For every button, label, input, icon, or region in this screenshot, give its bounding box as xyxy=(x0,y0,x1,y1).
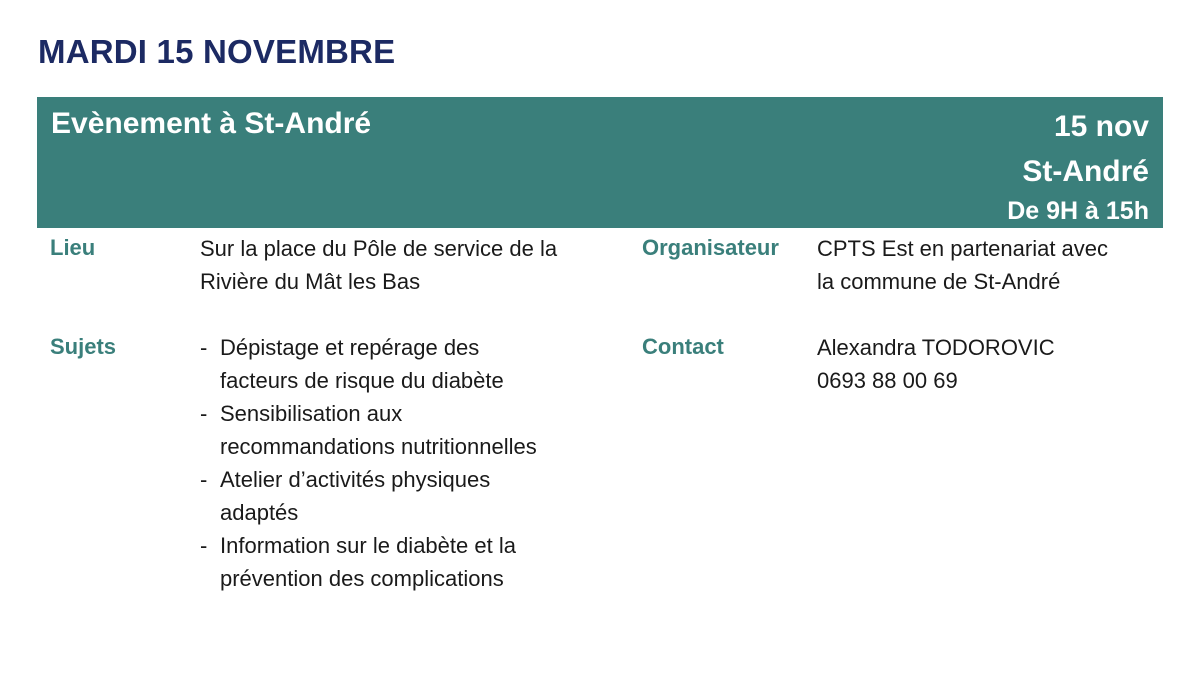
organisateur-line: CPTS Est en partenariat avec xyxy=(817,236,1109,261)
sujet-line: facteurs de risque du diabète xyxy=(220,368,504,393)
sujet-line: recommandations nutritionnelles xyxy=(220,434,537,459)
sujet-line: prévention des complications xyxy=(220,566,504,591)
contact-value xyxy=(817,331,1055,397)
page-title: MARDI 15 NOVEMBRE xyxy=(38,33,396,70)
lieu-line: Rivière du Mât les Bas xyxy=(200,269,421,294)
sujet-line: Information sur le diabète et la xyxy=(220,533,516,558)
bullet-dash: - xyxy=(200,335,208,360)
sujets-list xyxy=(200,331,537,595)
organisateur-line: la commune de St-André xyxy=(817,269,1061,294)
event-place: St-André xyxy=(1022,155,1149,188)
contact-label: Contact xyxy=(642,334,724,359)
sujet-item xyxy=(200,331,537,397)
sujet-line: Dépistage et repérage des xyxy=(220,335,480,360)
event-summary xyxy=(1007,107,1149,227)
organisateur-label: Organisateur xyxy=(642,235,779,260)
sujet-line: Sensibilisation aux xyxy=(220,401,403,426)
bullet-dash: - xyxy=(200,467,208,492)
sujet-item xyxy=(200,397,537,463)
event-date: 15 nov xyxy=(1053,110,1149,143)
sujets-label: Sujets xyxy=(50,334,117,359)
lieu-label: Lieu xyxy=(50,235,96,260)
contact-phone: 0693 88 00 69 xyxy=(817,368,958,393)
event-banner xyxy=(37,97,1163,228)
contact-name: Alexandra TODOROVIC xyxy=(817,335,1055,360)
bullet-dash: - xyxy=(200,533,208,558)
sujet-line: adaptés xyxy=(220,500,299,525)
organisateur-value xyxy=(817,232,1108,298)
sujet-item xyxy=(200,529,537,595)
lieu-line: Sur la place du Pôle de service de la xyxy=(200,236,558,261)
sujet-line: Atelier d’activités physiques xyxy=(220,467,491,492)
lieu-value xyxy=(200,232,557,298)
event-hours: De 9H à 15h xyxy=(1007,197,1149,225)
event-title: Evènement à St-André xyxy=(51,107,372,140)
bullet-dash: - xyxy=(200,401,208,426)
sujet-item xyxy=(200,463,537,529)
